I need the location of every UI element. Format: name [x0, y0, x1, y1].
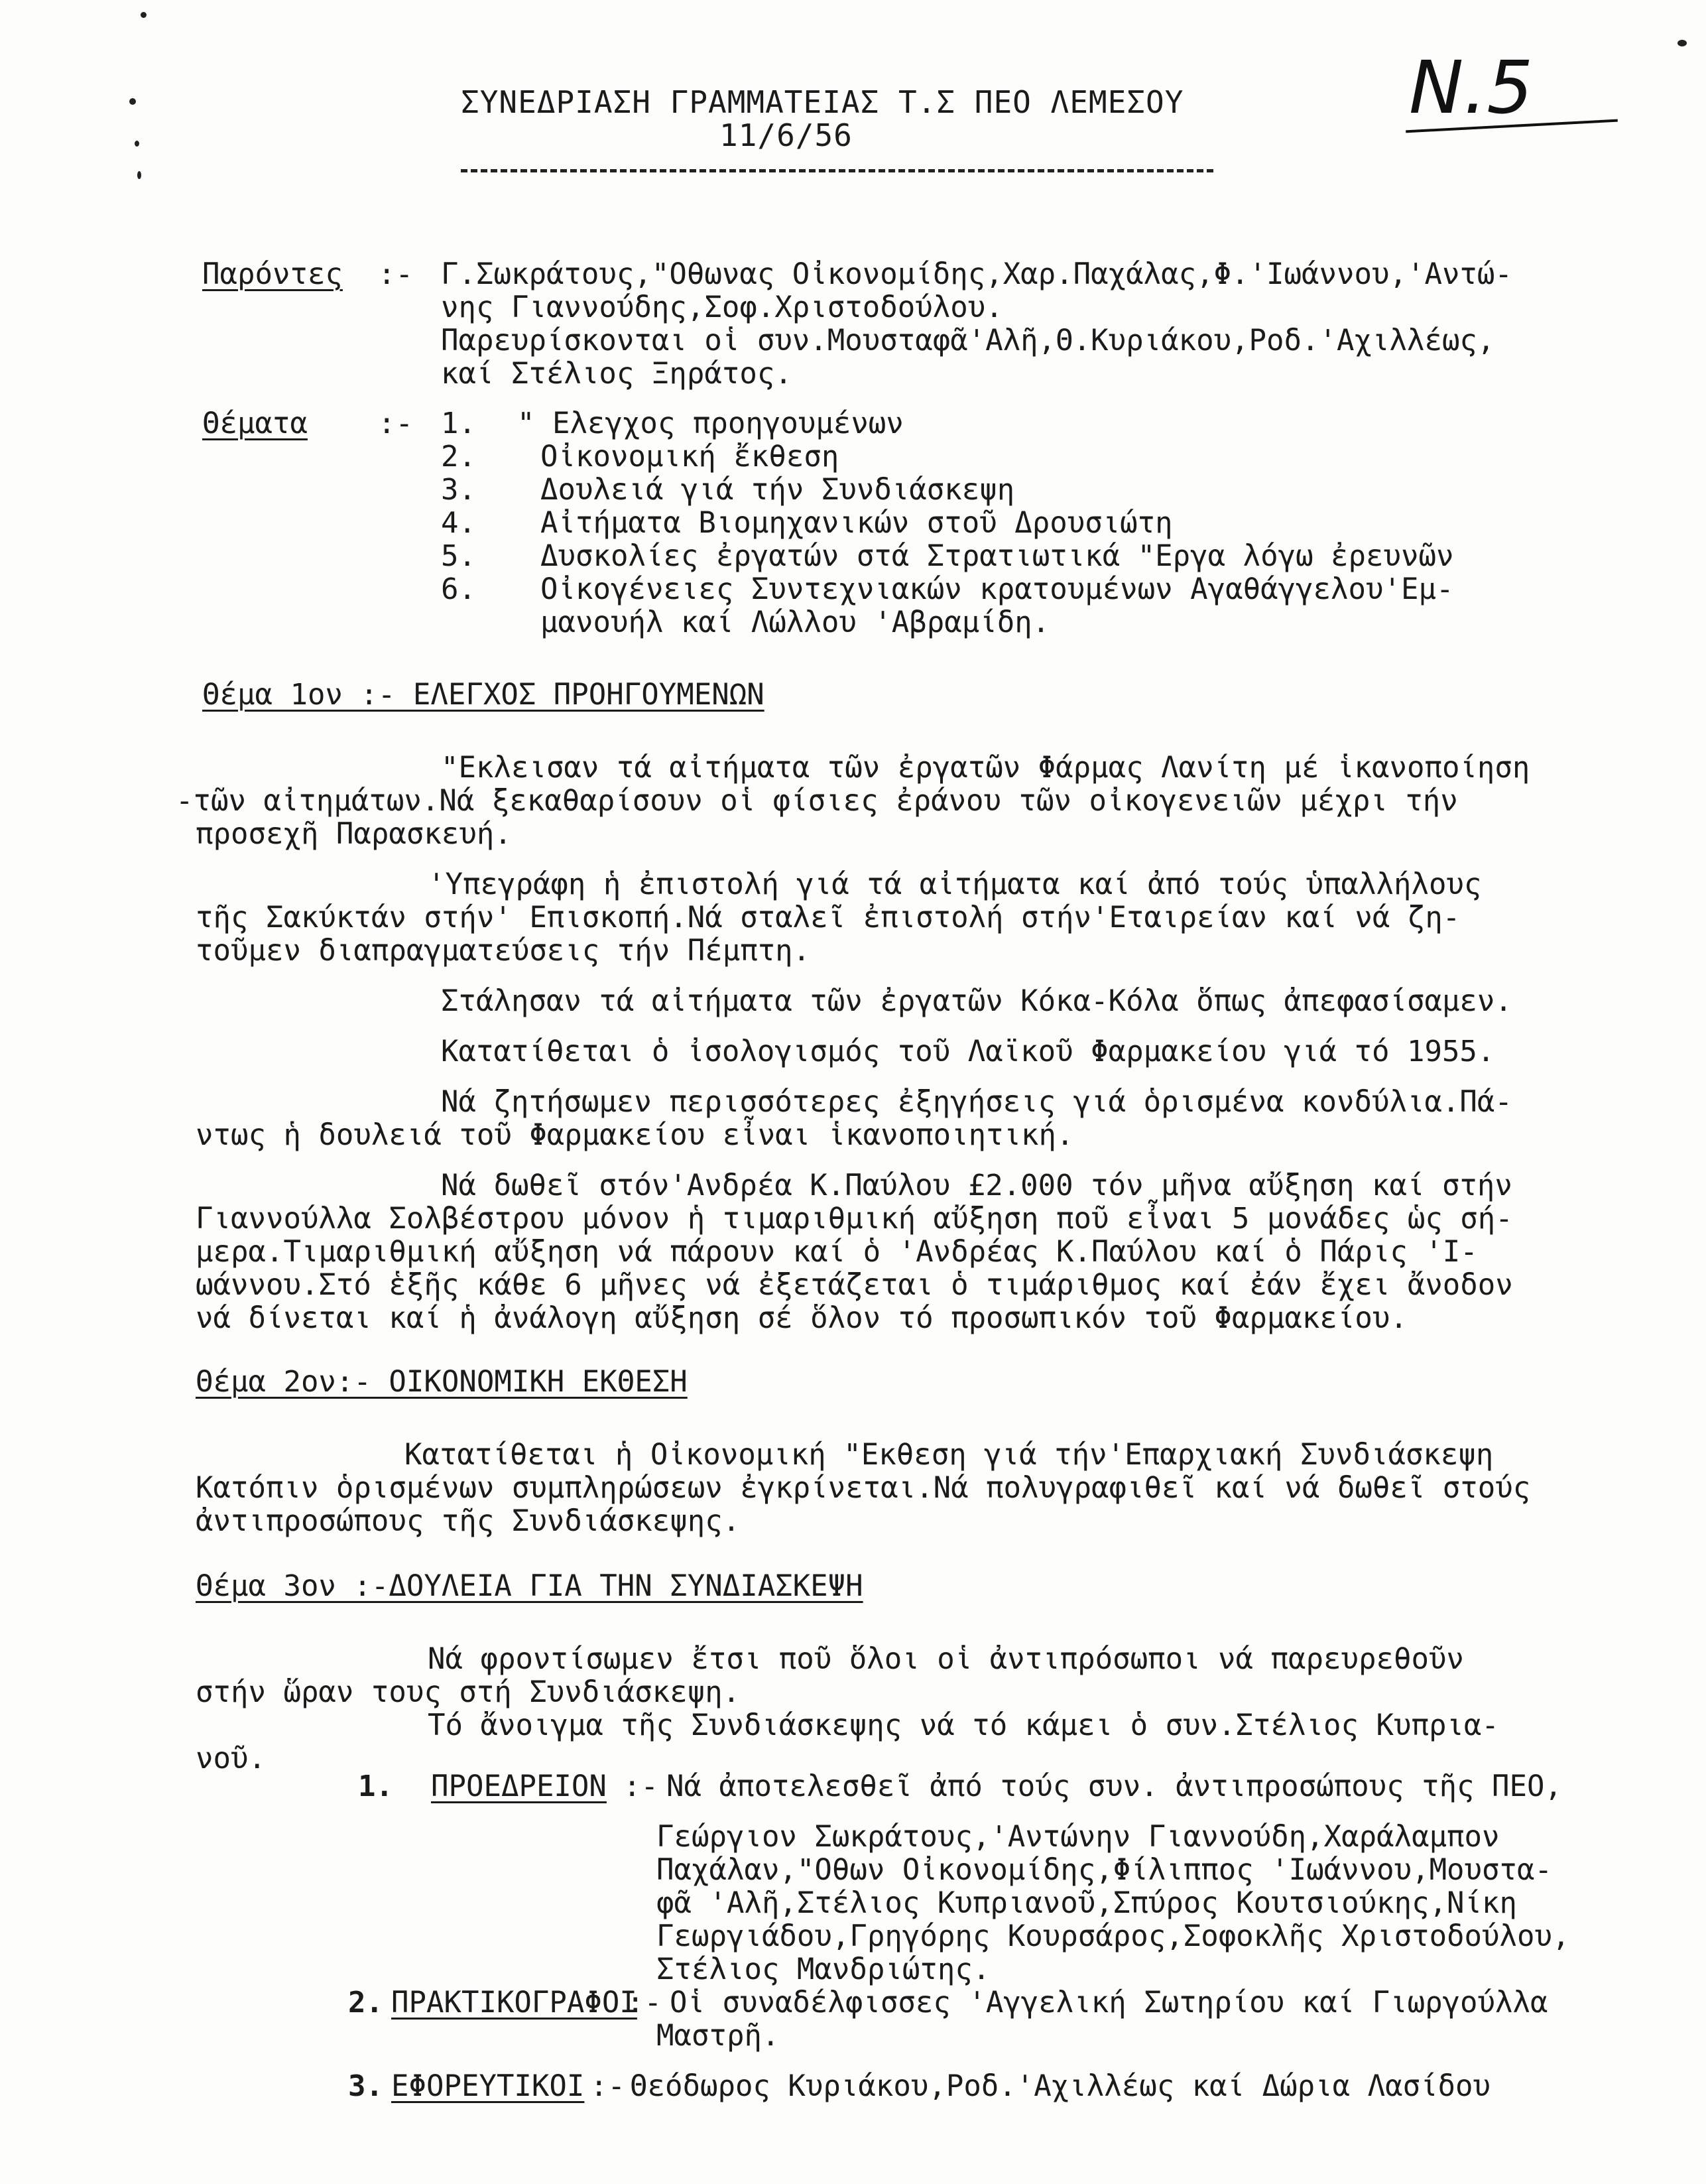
topic-text: μανουήλ καί Λώλλου 'Αβραμίδη.: [540, 606, 1050, 639]
topic-number: 3.: [441, 473, 476, 507]
paragraph-line: μερα.Τιμαριθμική αὔξηση νά πάρουν καί ὁ 'Ανδρέας Κ.Παύλου καί ὁ Πάρις 'Ι-: [196, 1235, 1478, 1269]
topic-number: 2.: [441, 440, 476, 474]
scan-speck: [137, 171, 141, 179]
committee-number: 3.: [348, 2069, 383, 2103]
committee-number: 2.: [348, 1986, 383, 2020]
document-number-stamp: N.5: [1409, 45, 1534, 130]
scan-speck: [129, 98, 136, 105]
paragraph-line: Κατατίθεται ἡ Οἰκονομική "Εκθεση γιά τήν'Επαρχιακή Συνδιάσκεψη: [404, 1438, 1494, 1472]
present-label: Παρόντες: [202, 257, 343, 291]
topic-text: Οἰκονομική ἔκθεση: [540, 440, 839, 474]
section-heading: Θέμα 3ον :-ΔΟΥΛΕΙΑ ΓΙΑ ΤΗΝ ΣΥΝΔΙΑΣΚΕΨΗ: [196, 1569, 863, 1603]
topic-number: 1.: [441, 407, 476, 440]
committee-separator: :-: [627, 1986, 662, 2020]
topic-text: Δουλειά γιά τήν Συνδιάσκεψη: [540, 473, 1015, 507]
paragraph-line: Κατατίθεται ὁ ἰσολογισμός τοῦ Λαϊκοῦ Φαρμακείου γιά τό 1955.: [441, 1035, 1495, 1068]
present-separator: :-: [378, 257, 413, 291]
topic-number: 4.: [441, 506, 476, 540]
paragraph-line: Νά δωθεῖ στόν'Ανδρέα Κ.Παύλου £2.000 τόν μῆνα αὔξηση καί στήν: [441, 1169, 1512, 1202]
topics-label: Θέματα: [202, 407, 308, 440]
present-line: νης Γιαννούδης,Σοφ.Χριστοδούλου.: [441, 290, 1003, 324]
title-divider: [461, 169, 1213, 172]
committee-line: Θεόδωρος Κυριάκου,Ροδ.'Αχιλλέως καί Δώρια Λασίδου: [630, 2069, 1491, 2103]
present-line: Παρευρίσκονται οἱ συν.Μουσταφᾶ'Αλῆ,Θ.Κυριάκου,Ροδ.'Αχιλλέως,: [441, 324, 1495, 357]
document-date: 11/6/56: [719, 117, 853, 153]
committee-label: ΠΡΑΚΤΙΚΟΓΡΑΦΟΙ: [391, 1986, 637, 2020]
paragraph-line: προσεχῆ Παρασκευή.: [196, 817, 512, 851]
paragraph-line: τοῦμεν διαπραγματεύσεις τήν Πέμπτη.: [196, 934, 811, 968]
topics-separator: :-: [378, 407, 413, 440]
scan-speck: [141, 12, 147, 18]
paragraph-line: τῆς Σακύκτάν στήν' Επισκοπή.Νά σταλεῖ ἐπιστολή στήν'Εταιρείαν καί νά ζη-: [196, 901, 1461, 934]
paragraph-line: νοῦ.: [196, 1742, 266, 1775]
committee-line: Γεωργιάδου,Γρηγόρης Κουρσάρος,Σοφοκλῆς Χριστοδούλου,: [656, 1919, 1570, 1953]
present-line: Γ.Σωκράτους,"Οθωνας Οἰκονομίδης,Χαρ.Παχάλας,Φ.'Ιωάννου,'Αντώ-: [441, 257, 1512, 291]
section-heading: Θέμα 1ον :- ΕΛΕΓΧΟΣ ΠΡΟΗΓΟΥΜΕΝΩΝ: [202, 678, 764, 712]
committee-number: 1.: [358, 1769, 393, 1803]
committee-line: Γεώργιον Σωκράτους,'Αντώνην Γιαννούδη,Χαράλαμπον: [656, 1820, 1500, 1854]
topic-number: 5.: [441, 539, 476, 573]
topic-text: Δυσκολίες ἐργατών στά Στρατιωτικά "Εργα λόγω ἐρευνῶν: [540, 539, 1454, 573]
topic-text: Αἰτήματα Βιομηχανικών στοῦ Δρουσιώτη: [540, 506, 1173, 540]
paragraph-line: Γιαννούλλα Σολβέστρου μόνον ἡ τιμαριθμική αὔξηση ποῦ εἶναι 5 μονάδες ὡς σή-: [196, 1202, 1513, 1236]
topic-text: Οἰκογένειες Συντεχνιακών κρατουμένων Αγαθάγγελου'Εμ-: [540, 572, 1454, 606]
committee-line: φᾶ 'Αλῆ,Στέλιος Κυπριανοῦ,Σπύρος Κουτσιούκης,Νίκη: [656, 1886, 1518, 1920]
paragraph-line: Στάλησαν τά αἰτήματα τῶν ἐργατῶν Κόκα-Κόλα ὅπως ἀπεφασίσαμεν.: [441, 984, 1512, 1018]
committee-separator: :-: [590, 2069, 625, 2103]
committee-label: ΠΡΟΕΔΡΕΙΟΝ: [431, 1769, 607, 1803]
committee-line: Παχάλαν,"Οθων Οἰκονομίδης,Φίλιππος 'Ιωάννου,Μουστα-: [656, 1853, 1553, 1887]
present-line: καί Στέλιος Ξηράτος.: [441, 357, 792, 391]
committee-line: Στέλιος Μανδριώτης.: [656, 1953, 991, 1986]
paragraph-line: νά δίνεται καί ἡ ἀνάλογη αὔξηση σέ ὅλον τό προσωπικόν τοῦ Φαρμακείου.: [196, 1301, 1408, 1335]
paragraph-line: -τῶν αἰτημάτων.Νά ξεκαθαρίσουν οἱ φίσιες ἐράνου τῶν οἰκογενειῶν μέχρι τήν: [176, 784, 1458, 818]
committee-line: Νά ἀποτελεσθεῖ ἀπό τούς συν. ἀντιπροσώπους τῆς ΠΕΟ,: [666, 1769, 1563, 1803]
scan-speck: [135, 141, 139, 147]
document-title: ΣΥΝΕΔΡΙΑΣΗ ΓΡΑΜΜΑΤΕΙΑΣ Τ.Σ ΠΕΟ ΛΕΜΕΣΟΥ: [461, 84, 1184, 120]
committee-line: Μαστρῆ.: [656, 2019, 780, 2053]
paragraph-line: "Εκλεισαν τά αἰτήματα τῶν ἐργατῶν Φάρμας Λανίτη μέ ἱκανοποίηση: [441, 751, 1530, 785]
paragraph-line: ντως ἡ δουλειά τοῦ Φαρμακείου εἶναι ἱκανοποιητική.: [196, 1118, 1074, 1152]
committee-label: ΕΦΟΡΕΥΤΙΚΟΙ: [391, 2069, 585, 2103]
paragraph-line: Νά ζητήσωμεν περισσότερες ἐξηγήσεις γιά ὁρισμένα κονδύλια.Πά-: [441, 1085, 1512, 1119]
paragraph-line: ἀντιπροσώπους τῆς Συνδιάσκεψης.: [196, 1504, 741, 1538]
paragraph-line: στήν ὥραν τους στή Συνδιάσκεψη.: [196, 1675, 741, 1709]
section-heading: Θέμα 2ον:- ΟΙΚΟΝΟΜΙΚΗ ΕΚΘΕΣΗ: [196, 1365, 688, 1399]
paragraph-line: Νά φροντίσωμεν ἔτσι ποῦ ὅλοι οἱ ἀντιπρόσωποι νά παρευρεθοῦν: [428, 1642, 1464, 1676]
topic-number: 6.: [441, 572, 476, 606]
paragraph-line: Τό ἄνοιγμα τῆς Συνδιάσκεψης νά τό κάμει ὁ συν.Στέλιος Κυπρια-: [428, 1708, 1499, 1742]
committee-line: Οἱ συναδέλφισσες 'Αγγελική Σωτηρίου καί Γιωργούλλα: [670, 1986, 1548, 2020]
scan-speck: [1677, 40, 1687, 46]
topic-text: " Ελεγχος προηγουμένων: [517, 407, 904, 440]
paragraph-line: ωάννου.Στό ἑξῆς κάθε 6 μῆνες νά ἐξετάζεται ὁ τιμάριθμος καί ἐάν ἔχει ἄνοδον: [196, 1268, 1513, 1302]
paragraph-line: Κατόπιν ὁρισμένων συμπληρώσεων ἐγκρίνεται.Νά πολυγραφιθεῖ καί νά δωθεῖ στούς: [196, 1471, 1531, 1505]
paragraph-line: 'Υπεγράφη ἡ ἐπιστολή γιά τά αἰτήματα καί ἀπό τούς ὑπαλλήλους: [428, 867, 1482, 901]
committee-separator: :-: [623, 1769, 658, 1803]
